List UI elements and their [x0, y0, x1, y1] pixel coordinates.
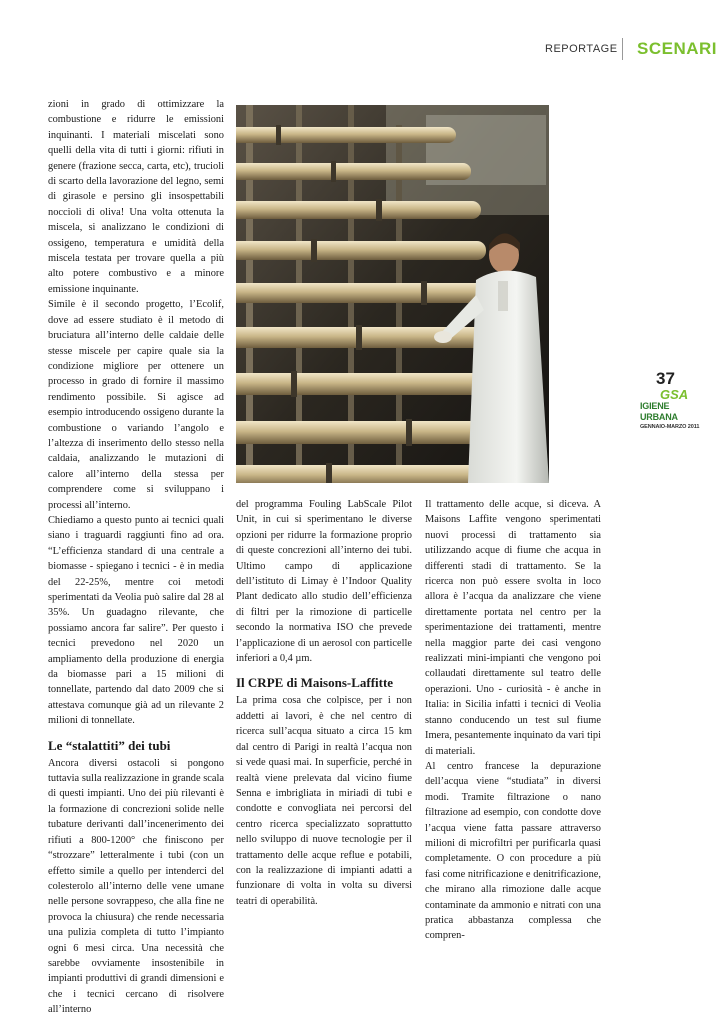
section-label: REPORTAGE [545, 43, 618, 55]
header-divider [622, 38, 623, 60]
laboratory-photo [236, 105, 549, 483]
article-column-3 [425, 497, 601, 944]
section-heading: Le “stalattiti” dei tubi [48, 737, 171, 753]
paragraph: Il trattamento delle acque, si diceva. A Maisons Laffite vengono sperimentati nuovi processi di trattamento sia utilizzando acque di fiume che acqua in differenti stadi di trattamento. Se la ricerca non può essere svolta in loco allora è l’acqua da analizzare che viene direttamente portata nel centro per la sperimentazione dei trattamenti, mentre nella maggior parte dei casi vengono realizzati mini-impianti che vengono poi collaudati direttamente sul teatro delle operazioni. Uno - curiosità - è anche in Italia: in Sicilia infatti i tecnici di Veolia stanno conducendo un test sul fiume Imera, pesantemente inquinato da vari tipi di materiali. [425, 499, 601, 757]
paragraph: Al centro francese la depurazione dell’acqua viene “studiata” in diversi modi. Tramite filtrazione o nano filtrazione ad esempio, con condotte dove l’acqua viene fatta passare attraverso milioni di microfiltri per purificarla quasi completamente. O con procedure a più fasi come nitrificazione e denitrificazione, che mirano alla rimozione dalle acque contaminate da ammonio e nitrati con una pratica abbastanza complessa che compren- [425, 760, 601, 942]
article-column-2 [236, 497, 412, 909]
paragraph: Simile è il secondo progetto, l’Ecolif, dove ad essere studiato è il metodo di bruciatura all’interno delle caldaie delle stesse miscele per capire quale sia la condizione migliore per ottenere un processo in grado di fornire il massimo rendimento possibile. Si agisce ad esempio introducendo ossigeno durante la combustione o variando l’angolo e l’altezza di inserimento dello stesso nella caldaia, analizzando le mutazioni di calore all’interno della stessa per comprendere come si sviluppano i processi all’interno. [48, 299, 224, 511]
section-heading: Il CRPE di Maisons-Laffitte [236, 675, 394, 691]
paragraph: del programma Fouling LabScale Pilot Unit, in cui si sperimentano le diverse opzioni per ridurre la formazione proprio di queste concrezioni all’interno dei tubi. Ultimo campo di applicazione dell’istituto di Limay è l’Indoor Quality Plant dedicato allo studio dell’efficienza di filtri per la rimozione di particelle secondo la normativa ISO che prevede l’applicazione di un aerosol con particelle inferiori a 0,4 µm. [236, 499, 412, 665]
paragraph: La prima cosa che colpisce, per i non addetti ai lavori, è che nel centro di ricerca sull’acqua situato a circa 15 km dal centro di Parigi in realtà l’acqua non si vede quasi mai. In superficie, perché in realtà viene prelevata dal vicino fiume Senna e imbrigliata in miriadi di tubi e condotte e convogliata nei percorsi del centro ricerca specializzato soprattutto nello sviluppo di nuove tecnologie per il trattamento delle acque reflue e potabili, con la realizzazione di impianti adatti a funzionare di volta in volta su diversi teatri di operabilità. [236, 695, 412, 907]
magazine-logo: GSA [660, 387, 689, 402]
magazine-name: IGIENE URBANA [640, 401, 678, 422]
issue-date: GENNAIO-MARZO 2011 [640, 424, 700, 430]
paragraph: Chiediamo a questo punto ai tecnici quali siano i traguardi raggiunti fino ad ora. “L’efficienza standard di una centrale a biomasse - spiegano i tecnici - è in media del 22-25%, mentre coi metodi sperimentati da Veolia può salire dal 28 al 35%. Un guadagno rilevante, che possiamo ancora far salire”. Per questo i tecnici prevedono nel 2020 un ampliamento della produzione di energia da biomasse pari a 15 milioni di tonnellate, partendo dal dato 2009 che si attestava comunque già ad un rilevante 2 milioni di tonnellate. [48, 514, 224, 727]
paragraph: zioni in grado di ottimizzare la combustione e ridurre le emissioni inquinanti. I materiali miscelati sono quelli della vita di tutti i giorni: rifiuti in genere (frazione secca, carta, etc), trucioli di scarto della lavorazione del legno, semi di girasole e persino gli insospettabili noccioli di oliva! Una volta ottenuta la miscela, si analizzano le condizioni di ossigeno, temperatura e umidità della miscela testata per trovare quella a più alto potere combustivo e a minore emissione inquinante. [48, 99, 224, 295]
page-info [640, 370, 700, 431]
page-number: 37 [656, 369, 675, 388]
category-title: SCENARI [637, 39, 718, 58]
article-column-1 [48, 97, 224, 1018]
paragraph: Ancora diversi ostacoli si pongono tuttavia sulla realizzazione in grande scala di questi impianti. Uno dei più rilevanti è la formazione di concrezioni solide nelle tubature derivanti dall’incenerimento dei rifiuti a 800-1200° che finiscono per “strozzare” letteralmente i tubi (con un effetto simile a quello per intenderci del colesterolo all’interno delle vene umane nelle persone sovrappeso, che alla fine ne provoca la chiusura) che rende necessaria una pulizia completa di tutto l’impianto ogni 6 mesi circa. Una necessità che sarebbe ovviamente insostenibile in impianti produttivi di grandi dimensioni e che i tecnici cercano di risolvere all’interno [48, 757, 224, 1016]
